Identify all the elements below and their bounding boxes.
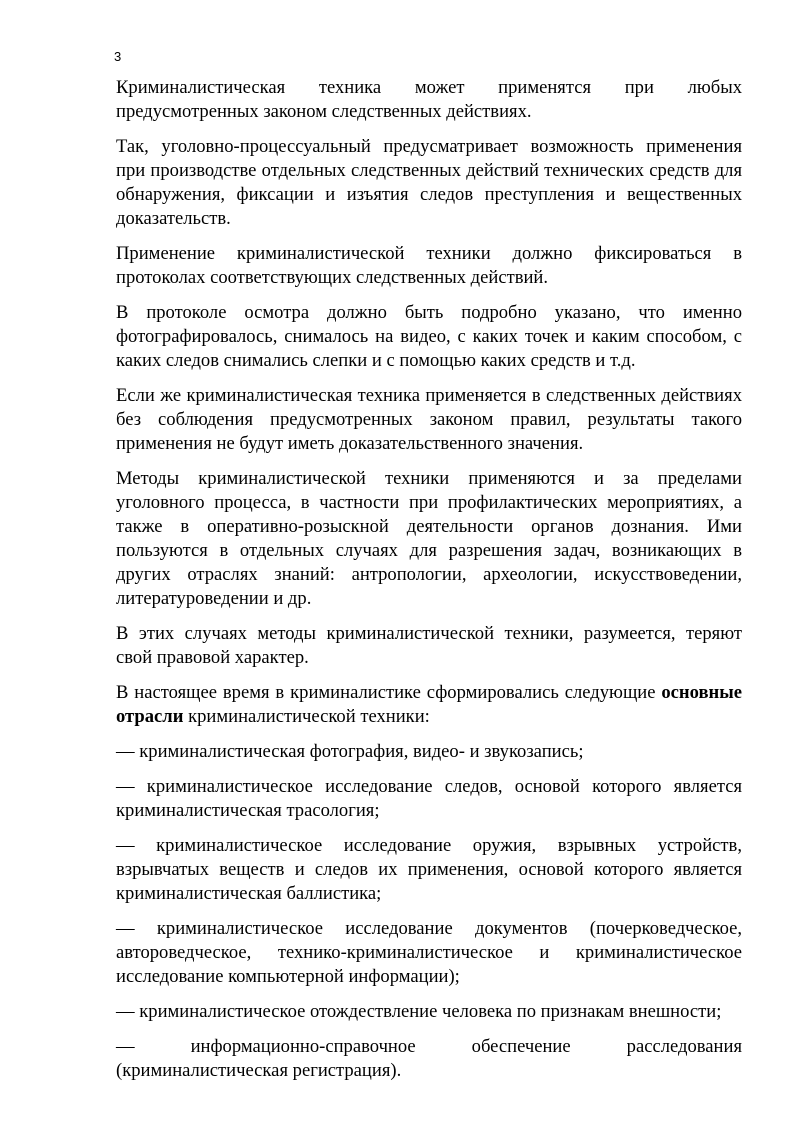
page-number: 3 [114,49,122,64]
list-item: — криминалистическое исследование следов, основой которого является криминалистическая трасология; [116,776,742,821]
branches-intro-bold: основные отрасли [116,682,742,727]
paragraph: Если же криминалистическая техника применяется в следственных действиях без соблюдения предусмотренных законом правил, результаты такого применения не будут иметь доказательственного значения. [116,385,742,454]
paragraph: Так, уголовно-процессуальный предусматривает возможность применения при производстве отдельных следственных действий технических средств для обнаружения, фиксации и изъятия следов преступления и вещественных доказательств. [116,136,742,229]
paragraph: Применение криминалистической техники должно фиксироваться в протоколах соответствующих следственных действий. [116,243,742,288]
list-item: — криминалистическое исследование документов (почерковедческое, автороведческое, технико-криминалистическое и криминалистическое исследование компьютерной информации); [116,918,742,987]
paragraph: В протоколе осмотра должно быть подробно указано, что именно фотографировалось, снималось на видео, с каких точек и каким способом, с каких следов снимались слепки и с помощью каких средств и т.д. [116,302,742,371]
list-item: — криминалистическое отождествление человека по признакам внешности; [116,1001,722,1022]
branches-intro-paragraph [116,681,742,729]
branches-intro-text-end: криминалистической техники: [183,706,430,727]
list-item: — криминалистическое исследование оружия, взрывных устройств, взрывчатых веществ и следов их применения, основой которого является криминалистическая баллистика; [116,835,742,904]
document-body [116,76,742,1094]
paragraph: Методы криминалистической техники применяются и за пределами уголовного процесса, в частности при профилактических мероприятиях, а также в оперативно-розыскной деятельности органов дознания. Ими пользуются в отдельных случаях для разрешения задач, возникающих в других отраслях знаний: антропологии, археологии, искусствоведении, литературоведении и др. [116,468,742,609]
list-item: — информационно-справочное обеспечение расследования (криминалистическая регистрация). [116,1036,742,1081]
branches-intro-text: В настоящее время в криминалистике сформировались следующие [116,682,662,703]
paragraph: В этих случаях методы криминалистической техники, разумеется, теряют свой правовой характер. [116,623,742,668]
paragraph: Криминалистическая техника может применятся при любых предусмотренных законом следственных действиях. [116,77,742,122]
list-item: — криминалистическая фотография, видео- и звукозапись; [116,741,584,762]
